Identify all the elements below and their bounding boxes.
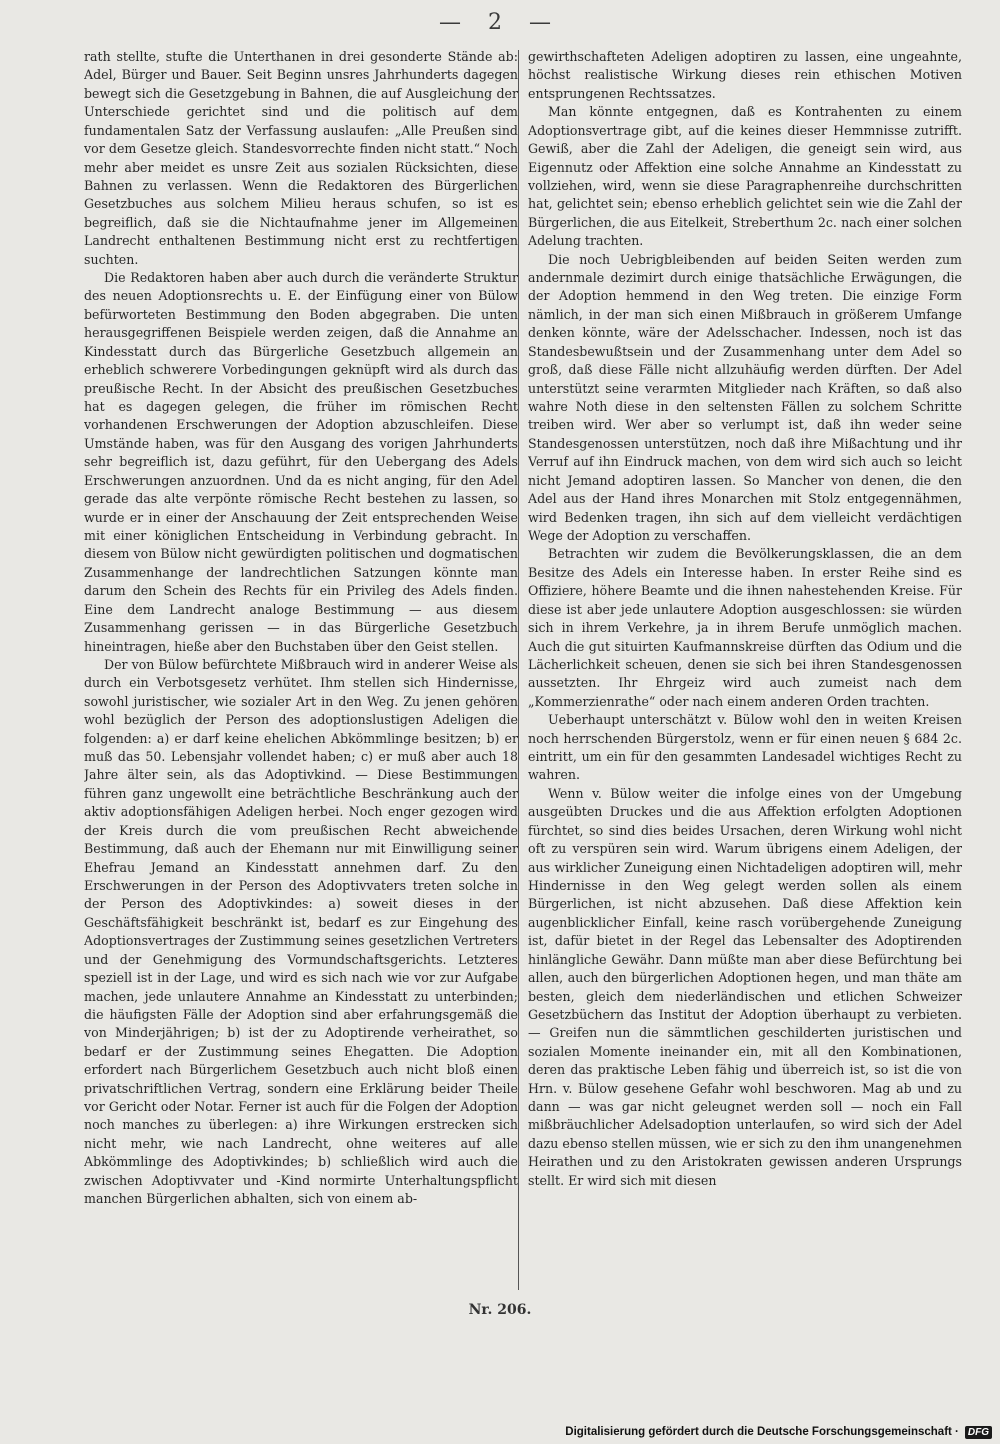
paragraph: Der von Bülow befürchtete Mißbrauch wird in anderer Weise als durch ein Verbotsgesetz verhütet. Ihm stellen sich Hindernisse, sowohl juristischer, wie sozialer Art in den Weg. Zu jenen gehören wohl bezüglich der Person des adoptionslustigen Adeligen die folgenden: a) er darf keine ehelichen Abkömmlinge besitzen; b) er muß das 50. Lebensjahr vollendet haben; c) er muß aber auch 18 Jahre älter sein, als das Adoptivkind. — Diese Bestimmungen führen ganz ungewollt eine beträchtliche Beschränkung auch der aktiv adoptionsfähigen Adeligen herbei. Noch enger gezogen wird der Kreis durch die vom preußischen Recht abweichende Bestimmung, daß auch der Ehemann nur mit Einwilligung seiner Ehefrau Jemand an Kindesstatt annehmen darf. Zu den Erschwerungen in der Person des Adoptivvaters treten solche in der Person des Adoptivkindes: a) soweit dieses in der Geschäftsfähigkeit beschränkt ist, bedarf es zur Eingehung des Adoptionsvertrages der Zustimmung seines gesetzlichen Vertreters und der Genehmigung des Vormundschaftsgerichts. Letzteres speziell ist in der Lage, und wird es sich nach wie vor zur Aufgabe machen, jede unlautere Annahme an Kindesstatt zu unterbinden; die häufigsten Fälle der Adoption sind aber erfahrungsgemäß die von Minderjährigen; b) ist der zu Adoptirende verheirathet, so bedarf er der Zustimmung seines Ehegatten. Die Adoption erfordert nach Bürgerlichem Gesetzbuch auch nicht bloß einen privatschriftlichen Vertrag, sondern eine Erklärung beider Theile vor Gericht oder Notar. Ferner ist auch für die Folgen der Adoption noch manches zu überlegen: a) ihre Wirkungen erstrecken sich nicht mehr, wie nach Landrecht, ohne weiteres auf alle Abkömmlinge des Adoptivkindes; b) schließlich wird auch die zwischen Adoptivvater und -Kind normirte Unterhaltungspflicht manchen Bürgerlichen abhalten, sich von einem ab- bbox=[84, 656, 518, 1207]
page-number: — 2 — bbox=[439, 10, 561, 35]
column-left bbox=[84, 48, 518, 1290]
paragraph: rath stellte, stufte die Unterthanen in drei gesonderte Stände ab: Adel, Bürger und Bauer. Seit Beginn unsres Jahrhunderts dagegen bewegt sich die Gesetzgebung in Bahnen, die auf Ausgleichung der Unterschiede gerichtet sind und die politisch auf dem fundamentalen Satz der Verfassung auslaufen: „Alle Preußen sind vor dem Gesetze gleich. Standesvorrechte finden nicht statt.“ Noch mehr aber meidet es unsre Zeit aus sozialen Rücksichten, diese Bahnen zu verlassen. Wenn die Redaktoren des Bürgerlichen Gesetzbuches aus solchem Milieu heraus schufen, so ist es begreiflich, daß sie die Nichtaufnahme jener im Allgemeinen Landrecht enthaltenen Bestimmung nicht erst zu rechtfertigen suchten. bbox=[84, 49, 518, 267]
dfg-logo-icon bbox=[965, 1426, 992, 1439]
paragraph: Die Redaktoren haben aber auch durch die veränderte Struktur des neuen Adoptionsrechts u. E. der Einfügung einer von Bülow befürworteten Bestimmung den Boden abgegraben. Die unten herausgegriffenen Beispiele werden zeigen, daß die Annahme an Kindesstatt durch das Bürgerliche Gesetzbuch allgemein an erheblich schwerere Vorbedingungen geknüpft wird als durch das preußische Recht. In der Absicht des preußischen Gesetzbuches hat es dagegen gelegen, die früher im römischen Recht vorhandenen Erschwerungen der Adoption abzuschleifen. Diese Umstände haben, was für den Ausgang des vorigen Jahrhunderts sehr begreiflich ist, dazu geführt, für den Uebergang des Adels Erschwerungen anzuordnen. Und da es nicht anging, für den Adel gerade das alte verpönte römische Recht bestehen zu lassen, so wurde er in einer der Anschauung der Zeit entsprechenden Weise mit einer königlichen Entscheidung in Verbindung gebracht. In diesem von Bülow nicht gewürdigten politischen und dogmatischen Zusammenhange der landrechtlichen Satzungen könnte man darum den Schein des Rechts für ein Privileg des Adels finden. Eine dem Landrecht analoge Bestimmung — aus diesem Zusammenhang gerissen — in das Bürgerliche Gesetzbuch hineintragen, hieße aber den Buchstaben über den Geist stellen. bbox=[84, 270, 518, 654]
paragraph: Wenn v. Bülow weiter die infolge eines von der Umgebung ausgeübten Druckes und die aus Affektion erfolgten Adoptionen fürchtet, so sind dies beides Ursachen, deren Wirkung wohl nicht oft zu verspüren sein wird. Warum übrigens einem Adeligen, der aus wirklicher Zuneigung einen Nichtadeligen adoptiren will, mehr Hindernisse in den Weg gelegt werden sollen als einem Bürgerlichen, ist nicht abzusehen. Daß diese Affektion kein augenblicklicher Einfall, keine rasch vorübergehende Zuneigung ist, dafür bietet in der Regel das Lebensalter des Adoptirenden hinlängliche Gewähr. Dann müßte man aber diese Befürchtung bei allen, auch den bürgerlichen Adoptionen hegen, und man thäte am besten, gleich dem niederländischen und etlichen Schweizer Gesetzbüchern das Institut der Adoption überhaupt zu verbieten. — Greifen nun die sämmtlichen geschilderten juristischen und sozialen Momente ineinander ein, mit all den Kombinationen, deren das praktische Leben fähig und überreich ist, so ist die von Hrn. v. Bülow gesehene Gefahr wohl beschworen. Mag ab und zu dann — was gar nicht geleugnet werden soll — noch ein Fall mißbräuchlicher Adelsadoption unterlaufen, so wird sich der Adel dazu ebenso stellen müssen, wie er sich zu den ihm unangenehmen Heirathen und zu den Aristokraten gewissen anderen Ursprungs stellt. Er wird sich mit diesen bbox=[528, 785, 962, 1188]
issue-number: Nr. 206. bbox=[468, 1302, 532, 1318]
paragraph: Man könnte entgegnen, daß es Kontrahenten zu einem Adoptionsvertrage gibt, auf die keines dieser Hemmnisse zutrifft. Gewiß, aber die Zahl der Adeligen, die geneigt sein wird, aus Eigennutz oder Affektion eine solche Annahme an Kindesstatt zu vollziehen, wird, wenn sie diese Paragraphenreihe durchschritten hat, gelichtet sein; ebenso erheblich gelichtet sein wie die Zahl der Bürgerlichen, die aus Eitelkeit, Streberthum 2c. nach einer solchen Adelung trachten. bbox=[528, 104, 962, 249]
paragraph: gewirthschafteten Adeligen adoptiren zu lassen, eine ungeahnte, höchst realistische Wirkung dieses rein ethischen Motiven entsprungenen Rechtssatzes. bbox=[528, 49, 962, 101]
dfg-logo-text: DFG bbox=[967, 1426, 989, 1438]
digitization-credit: Digitalisierung gefördert durch die Deutsche Forschungsgemeinschaft · bbox=[565, 1426, 959, 1438]
footer-bar bbox=[0, 1420, 1000, 1444]
paragraph: Ueberhaupt unterschätzt v. Bülow wohl den in weiten Kreisen noch herrschenden Bürgerstolz, wenn er für einen neuen § 684 2c. eintritt, um ein für den gesammten Landesadel wichtiges Recht zu wahren. bbox=[528, 712, 962, 783]
column-right bbox=[528, 48, 962, 1290]
paragraph: Die noch Uebrigbleibenden auf beiden Seiten werden zum andernmale dezimirt durch einige thatsächliche Erwägungen, die der Adoption hemmend in den Weg treten. Die einzige Form nämlich, in der man sich einen Mißbrauch in größerem Umfange denken könnte, wäre der Adelsschacher. Indessen, noch ist das Standesbewußtsein und der Zusammenhang unter dem Adel so groß, daß diese Fälle nicht allzuhäufig werden dürften. Der Adel unterstützt seine verarmten Mitglieder nach Kräften, so daß also wahre Noth diese in den seltensten Fällen zu solchem Schritte treiben wird. Wer aber so verlumpt ist, daß ihn weder seine Standesgenossen unterstützen, noch daß ihre Mißachtung und ihr Verruf auf ihn Eindruck machen, von dem wird sich auch so leicht nicht Jemand adoptiren lassen. So Mancher von denen, die den Adel aus der Hand ihres Monarchen mit Stolz entgegennähmen, wird Bedenken tragen, ihn sich auf dem vielleicht verdächtigen Wege der Adoption zu verschaffen. bbox=[528, 251, 962, 543]
paragraph: Betrachten wir zudem die Bevölkerungsklassen, die an dem Besitze des Adels ein Interesse haben. In erster Reihe sind es Offiziere, höhere Beamte und die ihnen nahestehenden Kreise. Für diese ist aber jede unlautere Adoption ausgeschlossen: sie würden sich in ihrem Verkehre, ja in ihrem Berufe unmöglich machen. Auch die gut situirten Kaufmannskreise dürften das Odium und die Lächerlichkeit scheuen, denen sie sich bei ihren Standesgenossen aussetzten. Ihr Ehrgeiz wird auch zumeist nach dem „Kommerzienrathe“ oder nach einem anderen Orden trachten. bbox=[528, 546, 962, 709]
column-divider bbox=[518, 50, 519, 1290]
